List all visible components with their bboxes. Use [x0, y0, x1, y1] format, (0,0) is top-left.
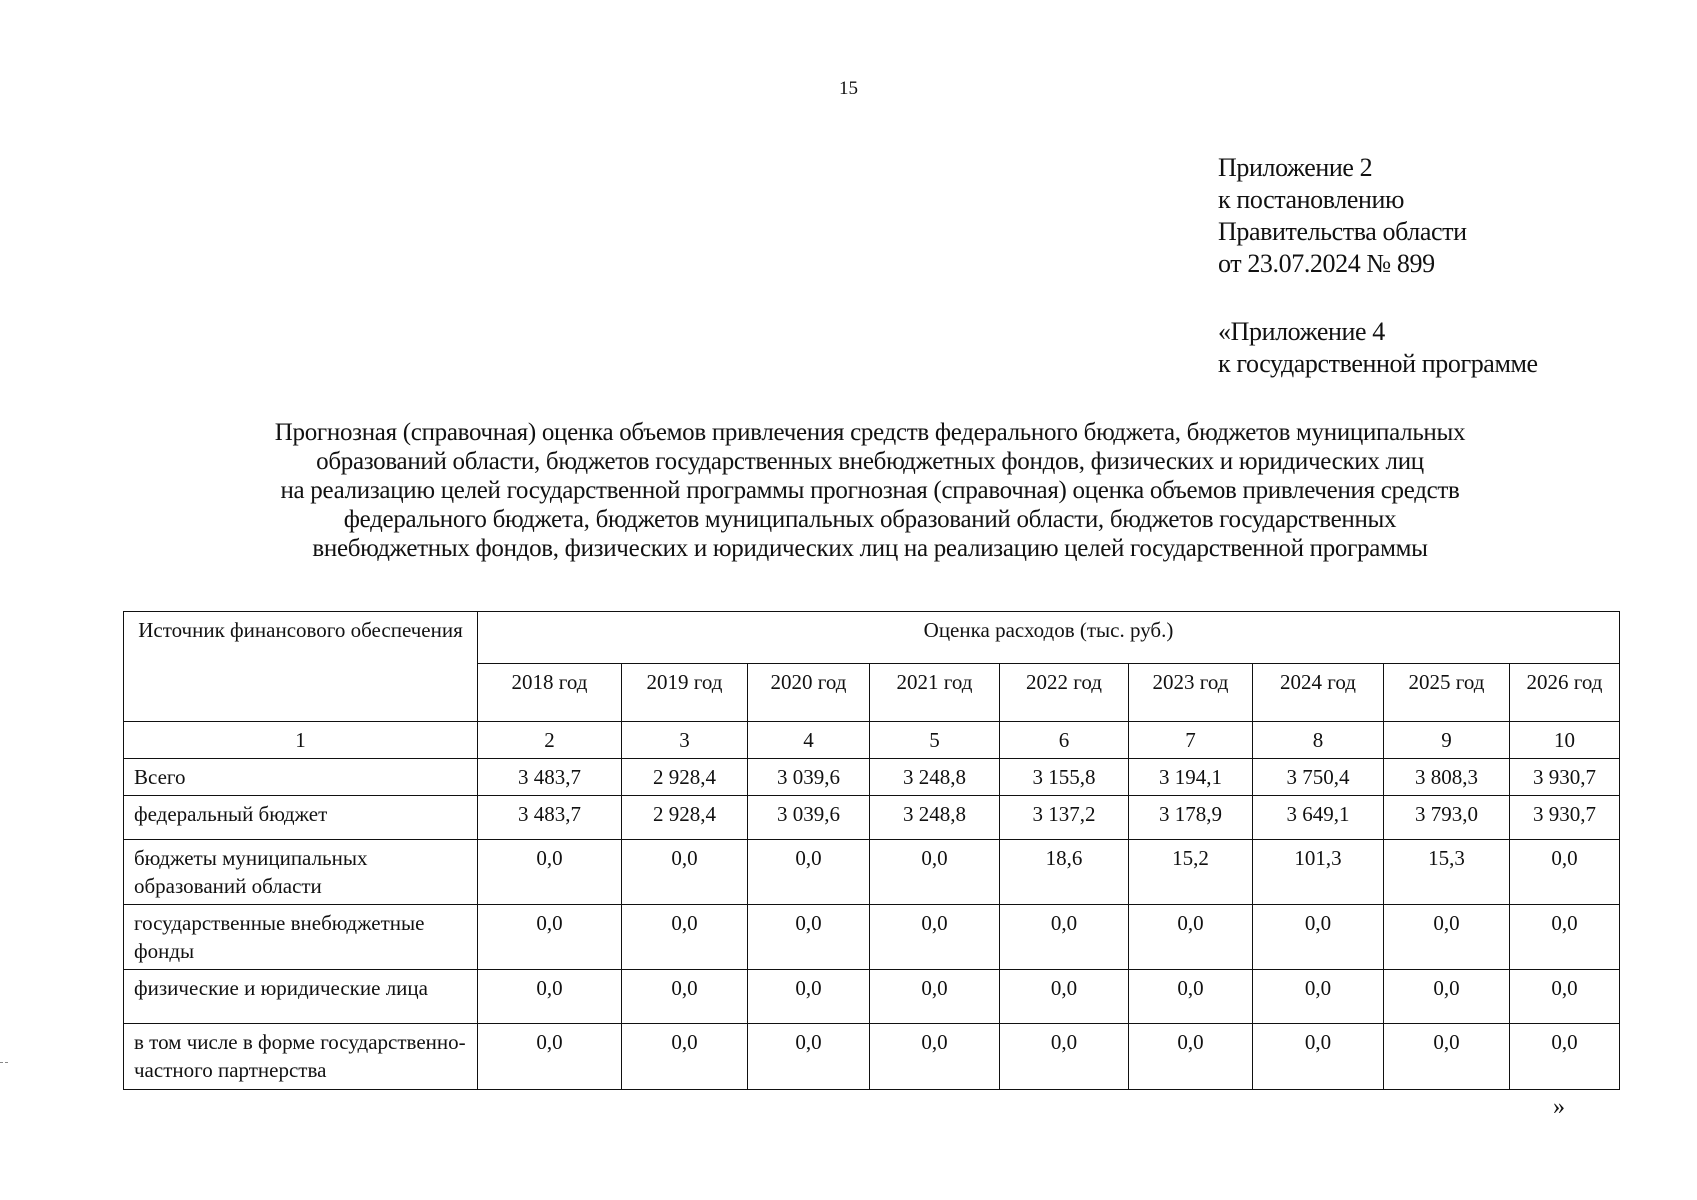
value-cell: 0,0 — [478, 970, 622, 1024]
value-cell: 3 793,0 — [1384, 796, 1510, 840]
column-number: 3 — [622, 722, 748, 759]
year-header: 2025 год — [1384, 664, 1510, 722]
value-cell: 3 137,2 — [1000, 796, 1129, 840]
value-cell: 3 930,7 — [1510, 759, 1620, 796]
value-cell: 3 178,9 — [1129, 796, 1253, 840]
value-cell: 0,0 — [1253, 1024, 1384, 1090]
appendix-line: от 23.07.2024 № 899 — [1218, 249, 1435, 278]
appendix-line: к государственной программе — [1218, 349, 1538, 378]
appendix-block — [1218, 152, 1467, 280]
value-cell: 0,0 — [870, 1024, 1000, 1090]
year-header: 2023 год — [1129, 664, 1253, 722]
value-cell: 3 248,8 — [870, 796, 1000, 840]
appendix-line: «Приложение 4 — [1218, 317, 1385, 346]
row-label: бюджеты муниципальных образований области — [124, 840, 478, 905]
year-header: 2024 год — [1253, 664, 1384, 722]
title-line: федерального бюджета, бюджетов муниципальных образований области, бюджетов государственных — [343, 506, 1397, 533]
column-number: 9 — [1384, 722, 1510, 759]
value-cell: 0,0 — [622, 1024, 748, 1090]
budget-table — [123, 611, 1620, 1090]
column-number: 6 — [1000, 722, 1129, 759]
value-cell: 0,0 — [478, 840, 622, 905]
value-cell: 0,0 — [1000, 970, 1129, 1024]
value-cell: 0,0 — [622, 905, 748, 970]
value-cell: 0,0 — [1129, 1024, 1253, 1090]
year-header: 2022 год — [1000, 664, 1129, 722]
row-label: государственные внебюджетные фонды — [124, 905, 478, 970]
value-cell: 0,0 — [622, 840, 748, 905]
value-cell: 0,0 — [478, 1024, 622, 1090]
value-cell: 3 248,8 — [870, 759, 1000, 796]
year-header: 2018 год — [478, 664, 622, 722]
value-cell: 0,0 — [1129, 970, 1253, 1024]
value-cell: 0,0 — [1510, 970, 1620, 1024]
appendix-line: Приложение 2 — [1218, 153, 1373, 182]
value-cell: 101,3 — [1253, 840, 1384, 905]
value-cell: 2 928,4 — [622, 796, 748, 840]
value-cell: 15,3 — [1384, 840, 1510, 905]
column-number: 8 — [1253, 722, 1384, 759]
value-cell: 0,0 — [1510, 1024, 1620, 1090]
value-cell: 0,0 — [1000, 1024, 1129, 1090]
title-line: внебюджетных фондов, физических и юридических лиц на реализацию целей государственной программы — [312, 535, 1428, 562]
value-cell: 3 194,1 — [1129, 759, 1253, 796]
value-cell: 0,0 — [1253, 905, 1384, 970]
value-cell: 3 483,7 — [478, 759, 622, 796]
value-cell: 2 928,4 — [622, 759, 748, 796]
value-cell: 3 039,6 — [748, 759, 870, 796]
year-header: 2021 год — [870, 664, 1000, 722]
value-cell: 3 039,6 — [748, 796, 870, 840]
row-label: федеральный бюджет — [124, 796, 478, 840]
value-cell: 15,2 — [1129, 840, 1253, 905]
row-label: Всего — [124, 759, 478, 796]
year-header: 2019 год — [622, 664, 748, 722]
appendix-line: Правительства области — [1218, 217, 1467, 246]
appendix-block-2 — [1218, 316, 1538, 380]
value-cell: 0,0 — [748, 905, 870, 970]
document-title — [100, 418, 1640, 563]
value-cell: 0,0 — [1000, 905, 1129, 970]
table-row — [124, 1024, 1620, 1090]
table-row — [124, 905, 1620, 970]
column-number: 4 — [748, 722, 870, 759]
value-cell: 3 930,7 — [1510, 796, 1620, 840]
column-number: 2 — [478, 722, 622, 759]
title-line: образований области, бюджетов государственных внебюджетных фондов, физических и юридических лиц — [316, 448, 1424, 475]
value-cell: 0,0 — [870, 905, 1000, 970]
value-cell: 0,0 — [1384, 905, 1510, 970]
value-cell: 18,6 — [1000, 840, 1129, 905]
column-number: 5 — [870, 722, 1000, 759]
value-cell: 3 155,8 — [1000, 759, 1129, 796]
table-row — [124, 796, 1620, 840]
page-number: 15 — [839, 78, 858, 99]
value-cell: 0,0 — [870, 970, 1000, 1024]
value-cell: 0,0 — [1253, 970, 1384, 1024]
row-label: в том числе в форме государственно-частного партнерства — [124, 1024, 478, 1090]
scan-mark — [0, 1062, 8, 1103]
column-number-row — [124, 722, 1620, 759]
row-label: физические и юридические лица — [124, 970, 478, 1024]
value-cell: 0,0 — [1384, 970, 1510, 1024]
title-line: Прогнозная (справочная) оценка объемов привлечения средств федерального бюджета, бюджетов муниципальных — [274, 419, 1466, 446]
value-cell: 3 750,4 — [1253, 759, 1384, 796]
year-header: 2020 год — [748, 664, 870, 722]
table-row — [124, 759, 1620, 796]
source-header: Источник финансового обеспечения — [124, 612, 478, 722]
value-cell: 0,0 — [622, 970, 748, 1024]
value-cell: 0,0 — [478, 905, 622, 970]
column-number: 1 — [124, 722, 478, 759]
estimate-header: Оценка расходов (тыс. руб.) — [478, 612, 1620, 664]
column-number: 10 — [1510, 722, 1620, 759]
value-cell: 3 483,7 — [478, 796, 622, 840]
value-cell: 0,0 — [1510, 905, 1620, 970]
value-cell: 0,0 — [870, 840, 1000, 905]
closing-quote: » — [1553, 1094, 1565, 1120]
value-cell: 0,0 — [748, 1024, 870, 1090]
value-cell: 0,0 — [748, 970, 870, 1024]
value-cell: 3 808,3 — [1384, 759, 1510, 796]
value-cell: 3 649,1 — [1253, 796, 1384, 840]
value-cell: 0,0 — [1510, 840, 1620, 905]
appendix-line: к постановлению — [1218, 185, 1405, 214]
title-line: на реализацию целей государственной программы прогнозная (справочная) оценка объемов привлечения средств — [280, 477, 1460, 504]
value-cell: 0,0 — [1129, 905, 1253, 970]
value-cell: 0,0 — [748, 840, 870, 905]
column-number: 7 — [1129, 722, 1253, 759]
year-header: 2026 год — [1510, 664, 1620, 722]
value-cell: 0,0 — [1384, 1024, 1510, 1090]
table-row — [124, 970, 1620, 1024]
table-row — [124, 840, 1620, 905]
